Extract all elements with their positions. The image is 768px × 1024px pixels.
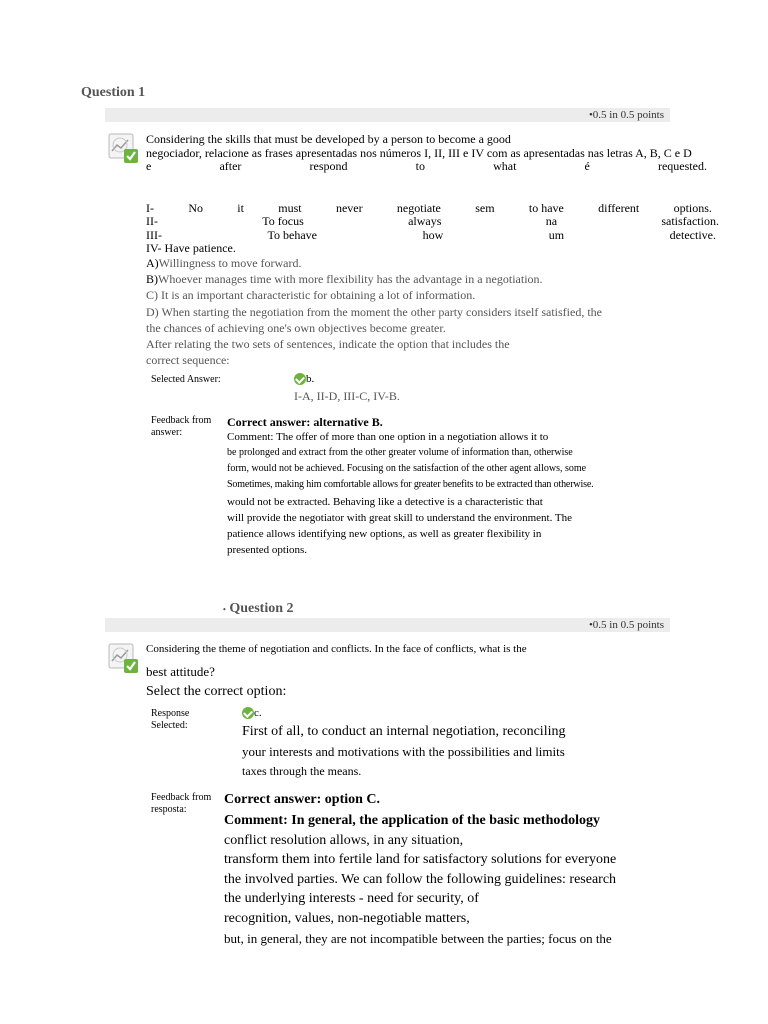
question-2-points-bar [105,618,670,632]
question-2-points: •0.5 in 0.5 points [588,619,664,631]
q1-statement-IV: IV- Have patience. [146,241,236,255]
question-2-title: • Question 2 [223,601,294,616]
q1-option-D-line-2: the chances of achieving one's own objectives become greater. [146,321,446,335]
q2-answer-line: First of all, to conduct an internal negotiation, reconciling [242,724,566,739]
q1-feedback-label: Feedback from answer: [151,415,212,438]
q1-intro-line-2: negociador, relacione as frases apresentadas nos números I, II, III e IV com as apresentadas nas letras A, B, C e D [146,146,692,160]
q2-feedback-line: conflict resolution allows, in any situation, [224,833,464,848]
correct-check-icon [242,707,254,719]
question-1-title: Question 1 [81,85,146,100]
q1-feedback-title: Correct answer: alternative B. [227,415,383,429]
q1-instruction-line-2: correct sequence: [146,353,230,367]
q1-statement-I: I- No it must never negotiate sem to have different options. [146,201,712,215]
q2-feedback-label: Feedback from resposta: [151,792,212,815]
q2-response-label: Response Selected: [151,708,190,731]
q1-feedback-line: will provide the negotiator with great skill to understand the environment. The [227,512,572,524]
q2-feedback-line: the involved parties. We can follow the following guidelines: research [224,872,617,887]
q2-feedback-line: but, in general, they are not incompatible between the parties; focus on the [224,931,612,946]
q1-intro-line-3: e after respond to what é requested. [146,159,707,173]
question-1-points: •0.5 in 0.5 points [588,109,664,121]
q1-feedback-line: Sometimes, making him comfortable allows for greater benefits to be extracted than otherwise. [227,479,594,490]
q1-selected-answer-text: I-A, II-D, III-C, IV-B. [294,389,400,403]
correct-check-icon [294,373,306,385]
bullet-icon: • [223,605,226,614]
q1-selected-answer-letter: b. [294,373,314,385]
graded-correct-icon [108,133,140,165]
q1-option-A: A)Willingness to move forward. [146,256,302,270]
q2-answer-line: taxes through the means. [242,764,362,778]
q1-intro-line-1: Considering the skills that must be developed by a person to become a good [146,132,511,146]
q2-feedback-title: Correct answer: option C. [224,792,381,807]
q2-intro-line-1: Considering the theme of negotiation and conflicts. In the face of conflicts, what is the [146,643,527,655]
q2-intro-line-2: best attitude? [146,664,215,679]
q2-selected-answer-letter: c. [242,707,262,719]
q1-feedback-line: Comment: The offer of more than one option in a negotiation allows it to [227,431,549,443]
q1-statement-III: III- To behave how um detective. [146,228,716,242]
q1-statement-II: II- To focus always na satisfaction. [146,214,719,228]
q1-feedback-line: form, would not be achieved. Focusing on the satisfaction of the other agent allows, some [227,463,587,474]
q2-feedback-line: transform them into fertile land for satisfactory solutions for everyone [224,852,617,867]
graded-correct-icon [108,643,140,675]
q1-selected-answer-label: Selected Answer: [151,374,221,385]
q1-feedback-line: patience allows identifying new options, as well as greater flexibility in [227,528,542,540]
q1-instruction-line-1: After relating the two sets of sentences, indicate the option that includes the [146,337,510,351]
q2-feedback-line: the underlying interests - need for security, of [224,891,479,906]
q1-option-C: C) It is an important characteristic for obtaining a lot of information. [146,288,476,302]
q1-option-B: B)Whoever manages time with more flexibility has the advantage in a negotiation. [146,272,543,286]
q1-option-D-line-1: D) When starting the negotiation from the moment the other party considers itself satisfied, the [146,305,602,319]
q1-feedback-line: presented options. [227,544,308,556]
q2-feedback-line: recognition, values, non-negotiable matters, [224,911,470,926]
q1-feedback-line: be prolonged and extract from the other greater volume of information than, otherwise [227,447,573,458]
q2-intro-line-3: Select the correct option: [146,684,287,699]
q2-answer-line: your interests and motivations with the possibilities and limits [242,744,565,759]
q2-feedback-comment-bold: Comment: In general, the application of the basic methodology [224,813,601,828]
q1-feedback-line: would not be extracted. Behaving like a detective is a characteristic that [227,496,543,508]
question-1-points-bar [105,108,670,122]
